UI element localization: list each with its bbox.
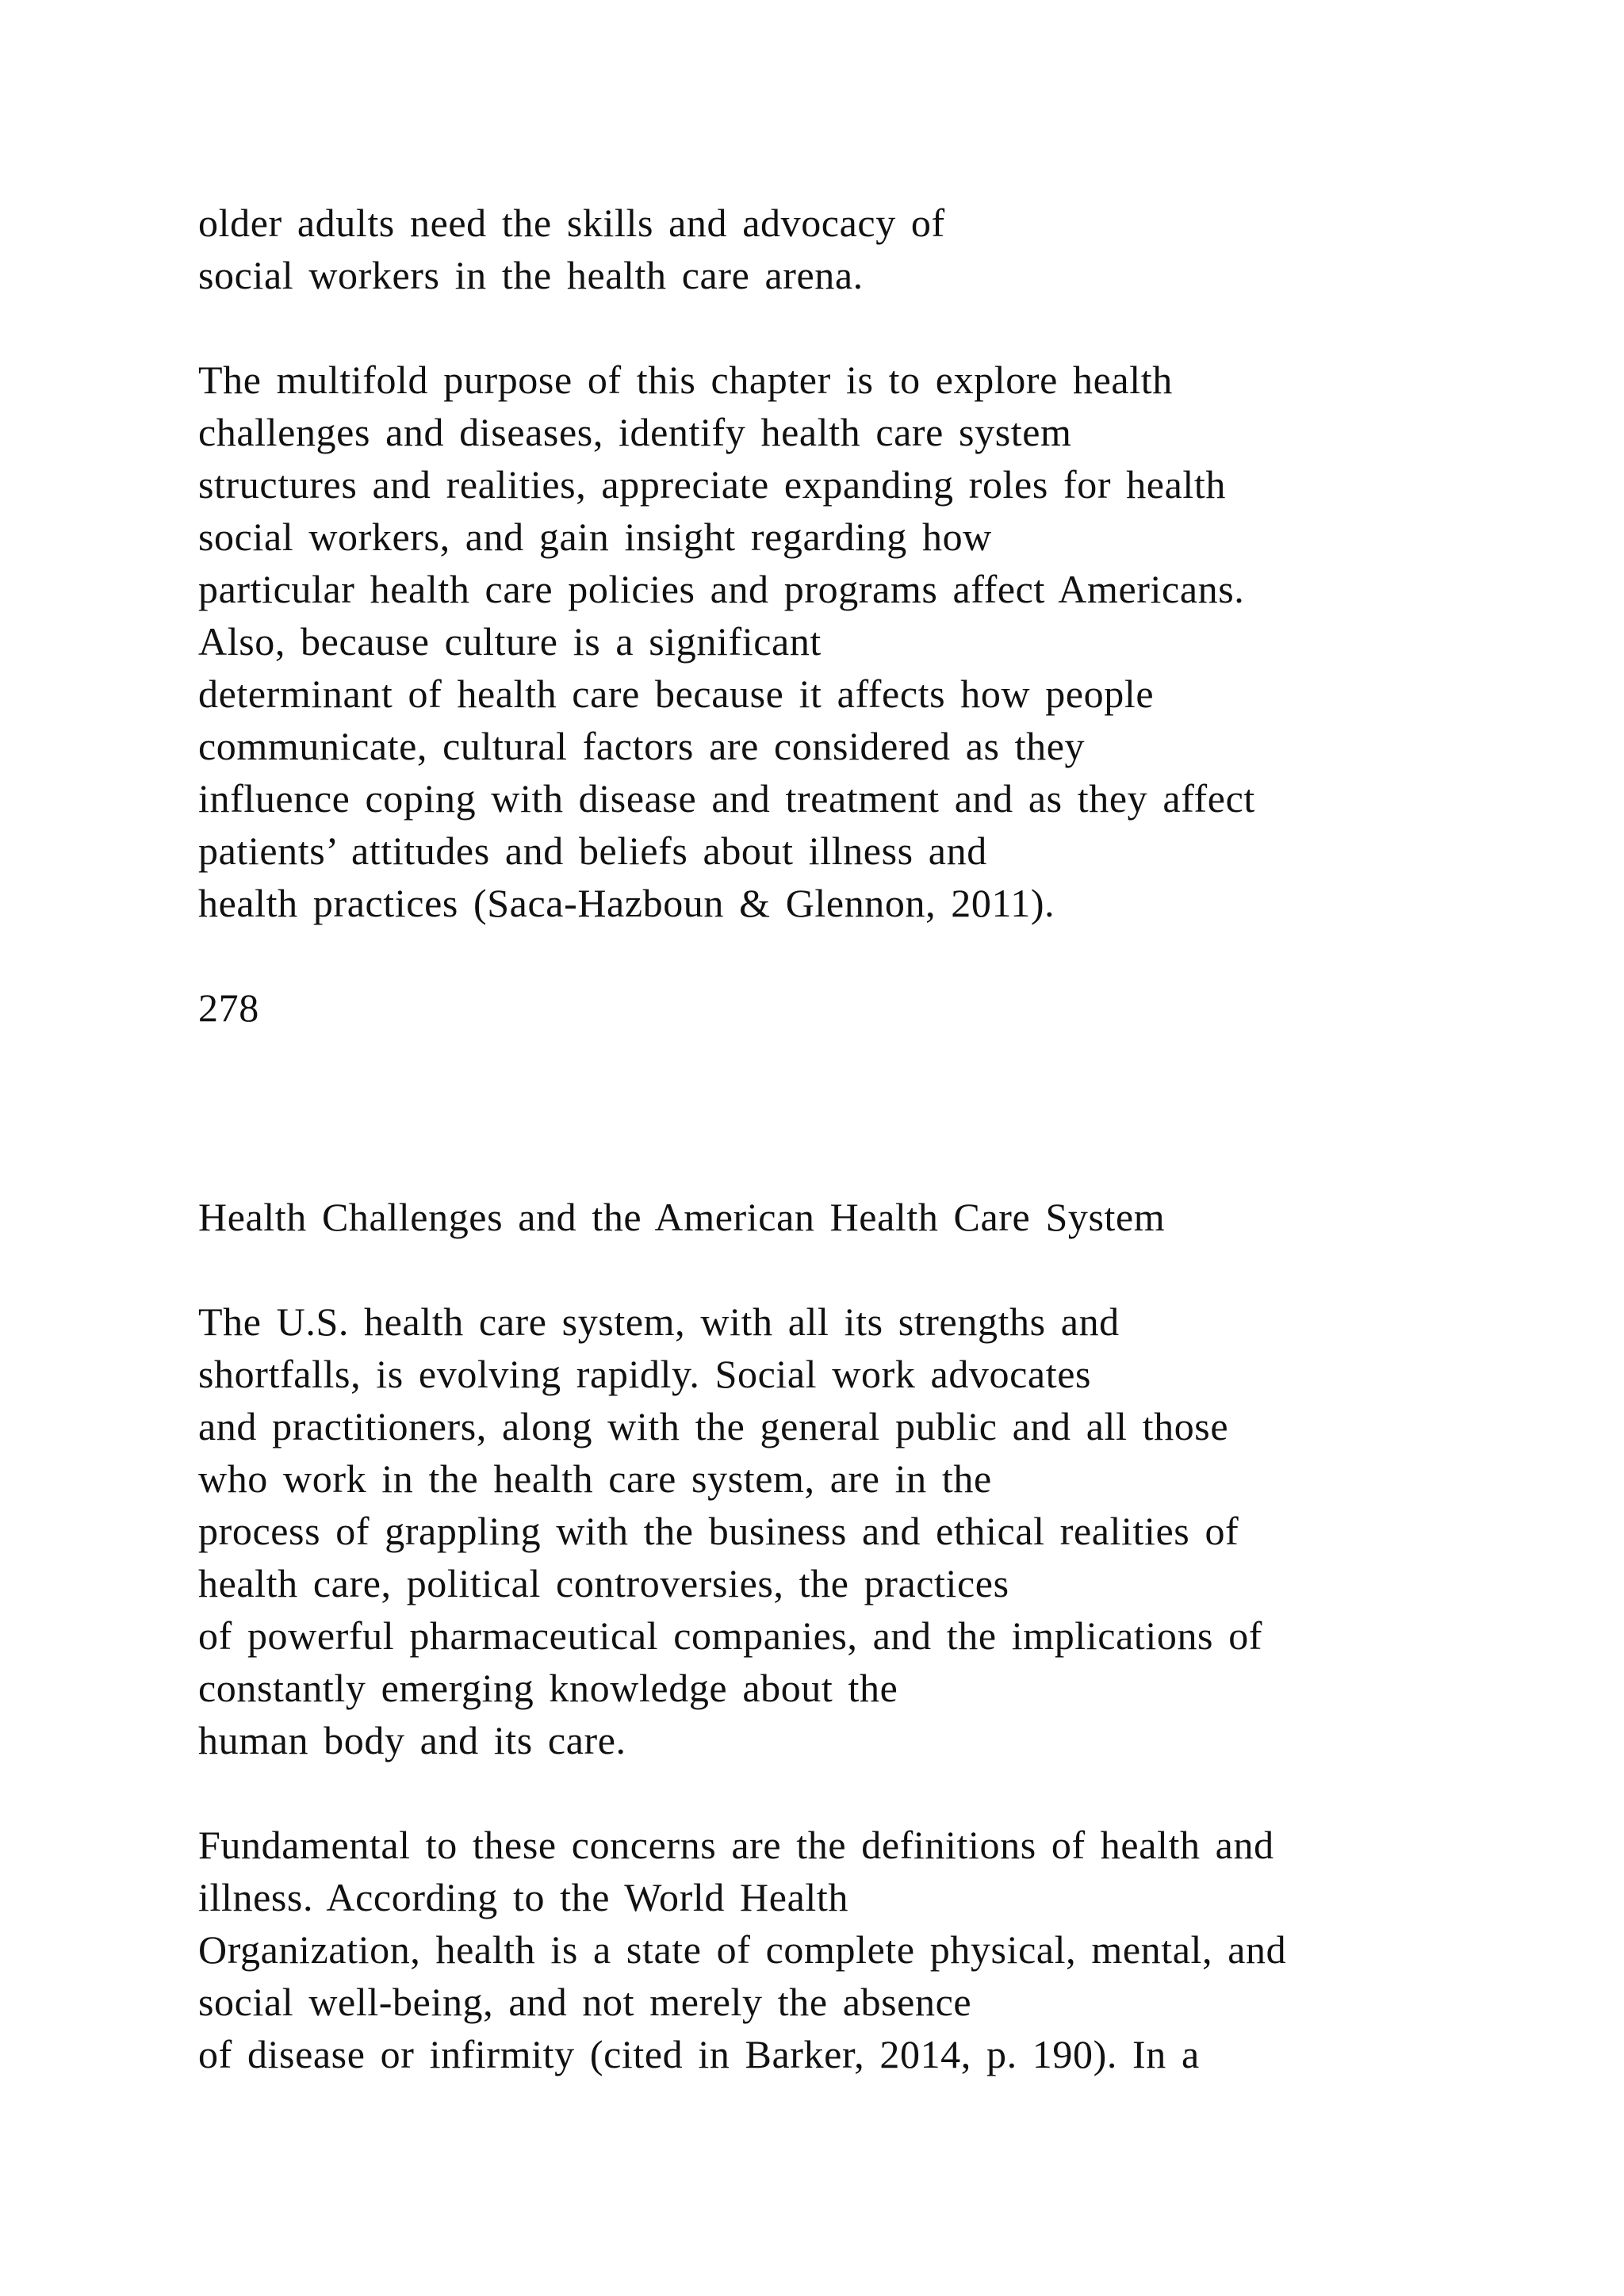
- text-line: health practices (Saca-Hazboun & Glennon, 2011).: [198, 881, 1055, 925]
- text-line: human body and its care.: [198, 1718, 626, 1762]
- text-line: structures and realities, appreciate expanding roles for health: [198, 462, 1226, 507]
- paragraph-3: [198, 1295, 1546, 1766]
- text-line: of powerful pharmaceutical companies, and the implications of: [198, 1613, 1263, 1658]
- text-line: who work in the health care system, are in the: [198, 1456, 992, 1501]
- paragraph-1: [198, 197, 1546, 301]
- paragraph-4: [198, 1819, 1546, 2080]
- text-line: social well-being, and not merely the absence: [198, 1980, 972, 2024]
- text-line: social workers, and gain insight regarding how: [198, 515, 992, 559]
- text-line: Organization, health is a state of complete physical, mental, and: [198, 1927, 1287, 1972]
- text-line: communicate, cultural factors are considered as they: [198, 724, 1086, 768]
- text-line: social workers in the health care arena.: [198, 253, 864, 297]
- section-heading-container: [198, 1191, 1546, 1243]
- text-line: of disease or infirmity (cited in Barker, 2014, p. 190). In a: [198, 2032, 1200, 2076]
- text-line: older adults need the skills and advocacy of: [198, 201, 945, 245]
- text-line: challenges and diseases, identify health care system: [198, 410, 1072, 454]
- text-line: Fundamental to these concerns are the definitions of health and: [198, 1823, 1274, 1867]
- text-line: shortfalls, is evolving rapidly. Social work advocates: [198, 1352, 1092, 1396]
- text-line: particular health care policies and programs affect Americans.: [198, 567, 1245, 611]
- text-line: and practitioners, along with the general public and all those: [198, 1404, 1229, 1448]
- text-line: determinant of health care because it affects how people: [198, 672, 1155, 716]
- text-line: Also, because culture is a significant: [198, 619, 822, 664]
- page-number: 278: [198, 985, 259, 1030]
- text-line: health care, political controversies, the practices: [198, 1561, 1009, 1605]
- text-line: patients’ attitudes and beliefs about illness and: [198, 828, 987, 873]
- section-heading: Health Challenges and the American Health Care System: [198, 1195, 1166, 1239]
- text-line: The multifold purpose of this chapter is to explore health: [198, 358, 1173, 402]
- text-line: The U.S. health care system, with all its strengths and: [198, 1299, 1120, 1344]
- text-line: illness. According to the World Health: [198, 1875, 848, 1919]
- text-line: constantly emerging knowledge about the: [198, 1666, 898, 1710]
- page-number-container: [198, 982, 1546, 1034]
- text-line: process of grappling with the business and ethical realities of: [198, 1509, 1239, 1553]
- paragraph-2: [198, 354, 1546, 929]
- text-line: influence coping with disease and treatment and as they affect: [198, 776, 1255, 821]
